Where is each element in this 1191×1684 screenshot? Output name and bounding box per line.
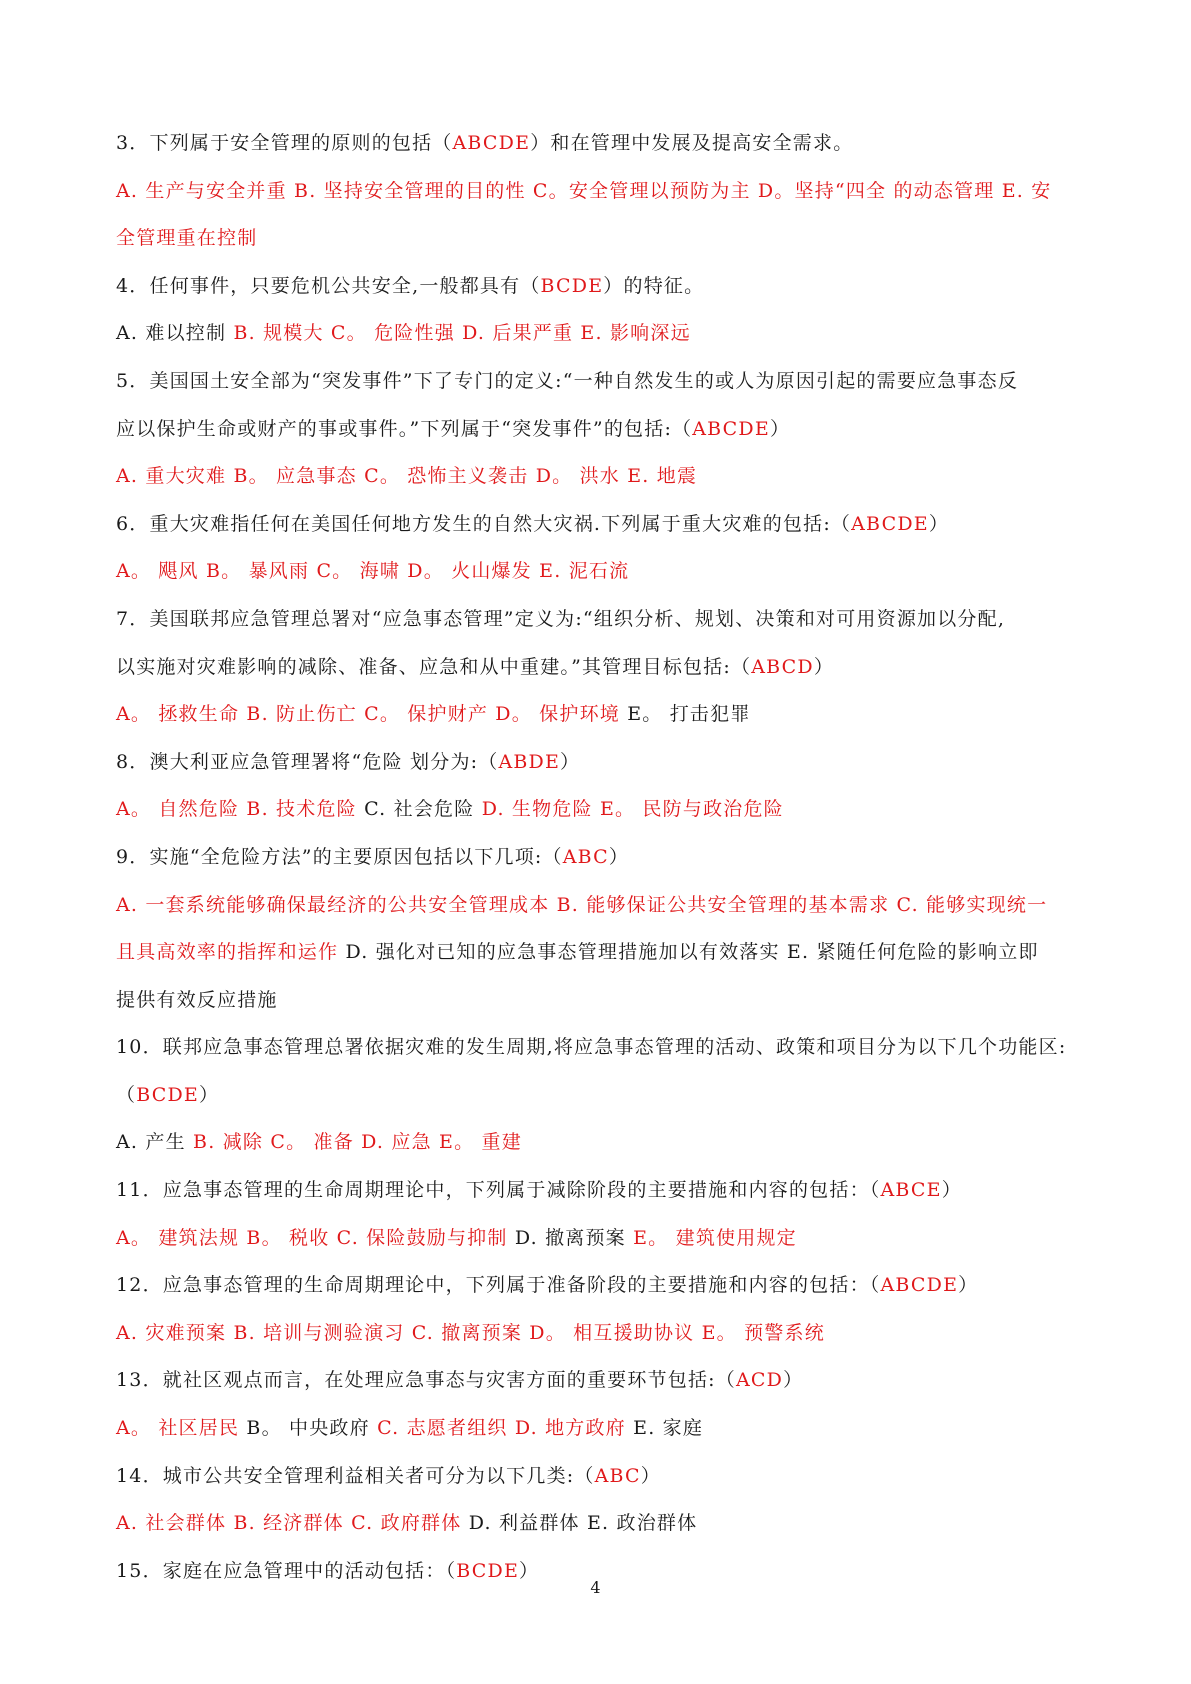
text-line — [116, 310, 1082, 358]
question-text: ） — [769, 417, 791, 440]
question-text: ） — [941, 1179, 962, 1202]
answer-text: BCDE — [540, 274, 604, 297]
question-text: E。 打击犯罪 — [627, 703, 751, 726]
question-text: 12．应急事态管理的生命周期理论中，下列属于准备阶段的主要措施和内容的包括：（ — [116, 1274, 881, 1297]
answer-text: A. 一套系统能够确保最经济的公共安全管理成本 B. 能够保证公共安全管理的基本需求 C. 能够实现统一 — [116, 893, 1048, 916]
answer-text: ABC — [594, 1464, 641, 1487]
question-text: ） — [608, 845, 630, 868]
question-text: ） — [783, 1369, 804, 1392]
question-text: A. 产生 — [116, 1131, 194, 1154]
text-line — [116, 1453, 1082, 1501]
text-line — [116, 1500, 1082, 1548]
question-text: 11．应急事态管理的生命周期理论中，下列属于减除阶段的主要措施和内容的包括：（ — [116, 1179, 881, 1202]
answer-text: D. 生物危险 E。 民防与政治危险 — [481, 798, 784, 821]
question-text: ） — [640, 1464, 661, 1487]
answer-text: A. 社会群体 B. 经济群体 C. 政府群体 — [116, 1512, 469, 1535]
answer-text: B. 规模大 C。 危险性强 D. 后果严重 E. 影响深远 — [233, 322, 691, 345]
text-line — [116, 691, 1082, 739]
answer-text: A。 社区居民 — [116, 1417, 247, 1440]
answer-text: ABCD — [751, 655, 814, 678]
text-line — [116, 1405, 1082, 1453]
answer-text: ABC — [562, 845, 609, 868]
text-line — [116, 406, 1082, 454]
text-line — [116, 834, 1082, 882]
text-line — [116, 168, 1082, 216]
question-text: C. 社会危险 — [364, 798, 482, 821]
text-line — [116, 1215, 1082, 1263]
question-text: ） — [928, 512, 950, 535]
answer-text: BCDE — [136, 1083, 199, 1106]
answer-text: A. 灾难预案 B. 培训与测验演习 C. 撤离预案 D。 相互援助协议 E。 预警系统 — [116, 1321, 825, 1344]
answer-text: A. 生产与安全并重 B. 坚持安全管理的目的性 C。安全管理以预防为主 D。坚持“四全 的动态管理 E. 安 — [116, 179, 1052, 202]
text-line — [116, 358, 1082, 406]
answer-text: ABCDE — [452, 132, 531, 154]
text-line — [116, 1357, 1082, 1405]
question-text: ） — [813, 655, 835, 678]
page-content — [116, 120, 1082, 1595]
answer-text: A。 拯救生命 B. 防止伤亡 C。 保护财产 D。 保护环境 — [116, 703, 628, 726]
answer-text: 且具高效率的指挥和运作 — [116, 941, 346, 964]
question-text: E. 家庭 — [633, 1417, 704, 1440]
question-text: 9．实施“全危险方法”的主要原因包括以下几项:（ — [116, 845, 563, 868]
answer-text: ABCDE — [692, 417, 770, 440]
question-text: 提供有效反应措施 — [116, 988, 278, 1011]
question-text: 14．城市公共安全管理利益相关者可分为以下几类:（ — [116, 1464, 595, 1487]
question-text: D. 利益群体 E. 政治群体 — [468, 1512, 698, 1535]
answer-text: C. 志愿者组织 D. 地方政府 — [377, 1417, 634, 1440]
answer-text: BCDE — [456, 1559, 520, 1582]
answer-text: 全管理重在控制 — [116, 227, 258, 250]
text-line — [116, 1024, 1082, 1072]
answer-text: A。 飓风 B。 暴风雨 C。 海啸 D。 火山爆发 E. 泥石流 — [116, 560, 630, 583]
text-line — [116, 929, 1082, 977]
answer-text: ABDE — [498, 750, 561, 773]
text-line — [116, 596, 1082, 644]
question-text: （ — [116, 1083, 137, 1106]
question-text: D. 强化对已知的应急事态管理措施加以有效落实 E. 紧随任何危险的影响立即 — [345, 941, 1039, 964]
question-text: 10．联邦应急事态管理总署依据灾难的发生周期,将应急事态管理的活动、政策和项目分为以下几个功能区: — [116, 1036, 1067, 1059]
question-text: 7．美国联邦应急管理总署对“应急事态管理”定义为:“组织分析、规划、决策和对可用资源加以分配, — [116, 607, 1006, 630]
question-text: 以实施对灾难影响的减除、准备、应急和从中重建。”其管理目标包括:（ — [116, 655, 752, 678]
question-text: 应以保护生命或财产的事或事件。”下列属于“突发事件”的包括:（ — [116, 417, 693, 440]
text-line — [116, 263, 1082, 311]
answer-text: B. 减除 C。 准备 D. 应急 E。 重建 — [193, 1131, 522, 1154]
answer-text: A。 自然危险 B. 技术危险 — [116, 798, 365, 821]
question-text: 15．家庭在应急管理中的活动包括：（ — [116, 1559, 457, 1582]
question-text: 8．澳大利亚应急管理署将“危险 划分为:（ — [116, 750, 499, 773]
question-text: A. 难以控制 — [116, 322, 234, 345]
question-text: ） — [958, 1274, 979, 1297]
text-line — [116, 882, 1082, 930]
answer-text: ACD — [735, 1369, 784, 1392]
question-text: ） — [519, 1559, 540, 1582]
answer-text: ABCE — [880, 1179, 942, 1202]
question-text: ） — [560, 750, 581, 773]
text-line — [116, 1262, 1082, 1310]
answer-text: E。 建筑使用规定 — [633, 1226, 797, 1249]
text-line — [116, 1072, 1082, 1120]
text-line — [116, 1310, 1082, 1358]
question-text: B。 中央政府 — [246, 1417, 378, 1440]
question-text: 5．美国国土安全部为“突发事件”下了专门的定义:“一种自然发生的或人为原因引起的需要应急事态反 — [116, 369, 1019, 392]
answer-text: ABCDE — [851, 512, 929, 535]
question-text: D. 撤离预案 — [514, 1226, 634, 1249]
question-text: ） — [198, 1083, 220, 1106]
text-line — [116, 120, 1082, 168]
text-line — [116, 977, 1082, 1025]
answer-text: A。 建筑法规 B。 税收 C. 保险鼓励与抑制 — [116, 1226, 515, 1249]
text-line — [116, 786, 1082, 834]
question-text: 6．重大灾难指任何在美国任何地方发生的自然大灾祸.下列属于重大灾难的包括:（ — [116, 512, 852, 535]
text-line — [116, 453, 1082, 501]
question-text: ）和在管理中发展及提高安全需求。 — [530, 132, 854, 154]
text-line — [116, 1167, 1082, 1215]
text-line — [116, 501, 1082, 549]
question-text: ）的特征。 — [603, 274, 705, 297]
text-line — [116, 1119, 1082, 1167]
question-text: 3．下列属于安全管理的原则的包括（ — [116, 132, 453, 154]
page-number: 4 — [590, 1578, 601, 1597]
text-line — [116, 215, 1082, 263]
text-line — [116, 644, 1082, 692]
question-text: 13．就社区观点而言，在处理应急事态与灾害方面的重要环节包括:（ — [116, 1369, 736, 1392]
answer-text: ABCDE — [880, 1274, 959, 1297]
text-line — [116, 739, 1082, 787]
text-line — [116, 548, 1082, 596]
answer-text: A. 重大灾难 B。 应急事态 C。 恐怖主义袭击 D。 洪水 E. 地震 — [116, 465, 698, 488]
question-text: 4．任何事件，只要危机公共安全,一般都具有（ — [116, 274, 541, 297]
